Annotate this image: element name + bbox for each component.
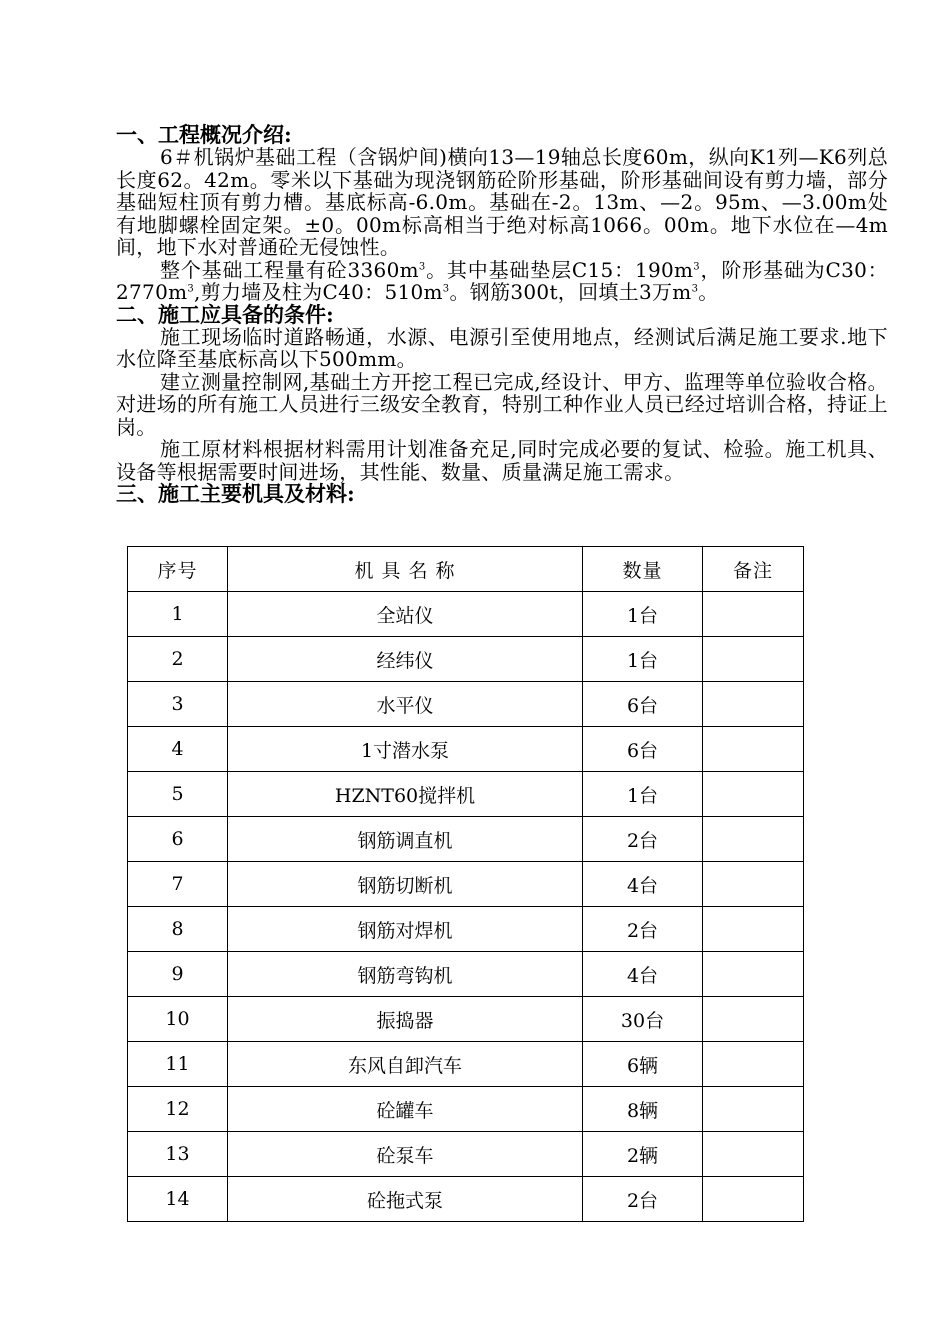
cell-qty: 4台: [583, 862, 703, 907]
cell-no: 5: [128, 772, 228, 817]
cell-name: 砼泵车: [228, 1132, 583, 1177]
cell-note: [703, 817, 804, 862]
cell-no: 8: [128, 907, 228, 952]
table-row: [128, 1177, 804, 1222]
cell-no: 3: [128, 682, 228, 727]
cell-note: [703, 907, 804, 952]
cell-no: 1: [128, 592, 228, 637]
cell-no: 10: [128, 997, 228, 1042]
equipment-table: [127, 546, 804, 1222]
cell-qty: 2台: [583, 1177, 703, 1222]
table-row: [128, 952, 804, 997]
header-qty: 数量: [583, 547, 703, 592]
cell-note: [703, 772, 804, 817]
table-row: [128, 772, 804, 817]
table-row: [128, 907, 804, 952]
cell-qty: 2辆: [583, 1132, 703, 1177]
section-2-paragraph-3: 施工原材料根据材料需用计划准备充足,同时完成必要的复试、检验。施工机具、设备等根据需要时间进场，其性能、数量、质量满足施工需求。: [116, 437, 888, 484]
cell-name: 水平仪: [228, 682, 583, 727]
cell-name: 钢筋切断机: [228, 862, 583, 907]
section-2-paragraph-1: 施工现场临时道路畅通，水源、电源引至使用地点，经测试后满足施工要求.地下水位降至基底标高以下500mm。: [116, 324, 888, 371]
cell-note: [703, 592, 804, 637]
cell-note: [703, 637, 804, 682]
cell-no: 9: [128, 952, 228, 997]
section-2-heading: 二、施工应具备的条件:: [116, 301, 334, 327]
cell-no: 7: [128, 862, 228, 907]
table-row: [128, 592, 804, 637]
cell-qty: 6台: [583, 682, 703, 727]
cell-qty: 2台: [583, 817, 703, 862]
cell-note: [703, 1177, 804, 1222]
section-1-paragraph-2: 整个基础工程量有砼$3360m^3$。其中基础垫层C15：$190m^3$，阶形基础为C30：$2770m^3$,剪力墙及柱为C40：$510m^3$。钢筋300t，回填土3万$m^3$。: [116, 257, 888, 304]
cell-no: 12: [128, 1087, 228, 1132]
cell-name: HZNT60搅拌机: [228, 772, 583, 817]
cell-no: 13: [128, 1132, 228, 1177]
table-row: [128, 727, 804, 772]
cell-note: [703, 1087, 804, 1132]
cell-name: 经纬仪: [228, 637, 583, 682]
table-row: [128, 682, 804, 727]
cell-qty: 6辆: [583, 1042, 703, 1087]
cell-qty: 4台: [583, 952, 703, 997]
cell-name: 东风自卸汽车: [228, 1042, 583, 1087]
cell-name: 砼罐车: [228, 1087, 583, 1132]
table-row: [128, 1087, 804, 1132]
cell-qty: 30台: [583, 997, 703, 1042]
table-row: [128, 862, 804, 907]
cell-note: [703, 682, 804, 727]
section-3-heading: 三、施工主要机具及材料:: [116, 481, 355, 506]
cell-note: [703, 1132, 804, 1177]
cell-qty: 6台: [583, 727, 703, 772]
cell-name: 1寸潜水泵: [228, 727, 583, 772]
table-row: [128, 1042, 804, 1087]
header-note: 备注: [703, 547, 804, 592]
cell-name: 钢筋弯钩机: [228, 952, 583, 997]
cell-note: [703, 862, 804, 907]
cell-note: [703, 1042, 804, 1087]
document-body: [116, 124, 888, 505]
cell-no: 11: [128, 1042, 228, 1087]
table-row: [128, 637, 804, 682]
section-2-paragraph-2: 建立测量控制网,基础土方开挖工程已完成,经设计、甲方、监理等单位验收合格。对进场的所有施工人员进行三级安全教育，特别工种作业人员已经过培训合格，持证上岗。: [116, 369, 888, 439]
header-name: 机 具 名 称: [228, 547, 583, 592]
cell-no: 6: [128, 817, 228, 862]
section-1-paragraph-1: 6＃机锅炉基础工程（含锅炉间)横向13—19轴总长度60m，纵向K1列—K6列总长度62。42m。零米以下基础为现浇钢筋砼阶形基础，阶形基础间设有剪力墙，部分基础短柱顶有剪力槽。基底标高-6.0m。基础在-2。13m、—2。95m、—3.00m处有地脚螺栓固定架。±0。00m标高相当于绝对标高1066。00m。地下水位在—4m间，地下水对普通砼无侵蚀性。: [116, 145, 888, 259]
header-no: 序号: [128, 547, 228, 592]
table-row: [128, 997, 804, 1042]
section-1-heading: 一、工程概况介绍:: [116, 122, 292, 147]
cell-name: 振捣器: [228, 997, 583, 1042]
cell-qty: 1台: [583, 592, 703, 637]
table-row: [128, 817, 804, 862]
cell-note: [703, 952, 804, 997]
cell-note: [703, 997, 804, 1042]
cell-no: 4: [128, 727, 228, 772]
cell-name: 钢筋调直机: [228, 817, 583, 862]
cell-qty: 1台: [583, 637, 703, 682]
table-row: [128, 1132, 804, 1177]
table-body: [128, 592, 804, 1222]
cell-qty: 1台: [583, 772, 703, 817]
cell-no: 14: [128, 1177, 228, 1222]
cell-no: 2: [128, 637, 228, 682]
cell-name: 钢筋对焊机: [228, 907, 583, 952]
cell-name: 全站仪: [228, 592, 583, 637]
table-header-row: [128, 547, 804, 592]
cell-qty: 8辆: [583, 1087, 703, 1132]
cell-name: 砼拖式泵: [228, 1177, 583, 1222]
cell-note: [703, 727, 804, 772]
cell-qty: 2台: [583, 907, 703, 952]
